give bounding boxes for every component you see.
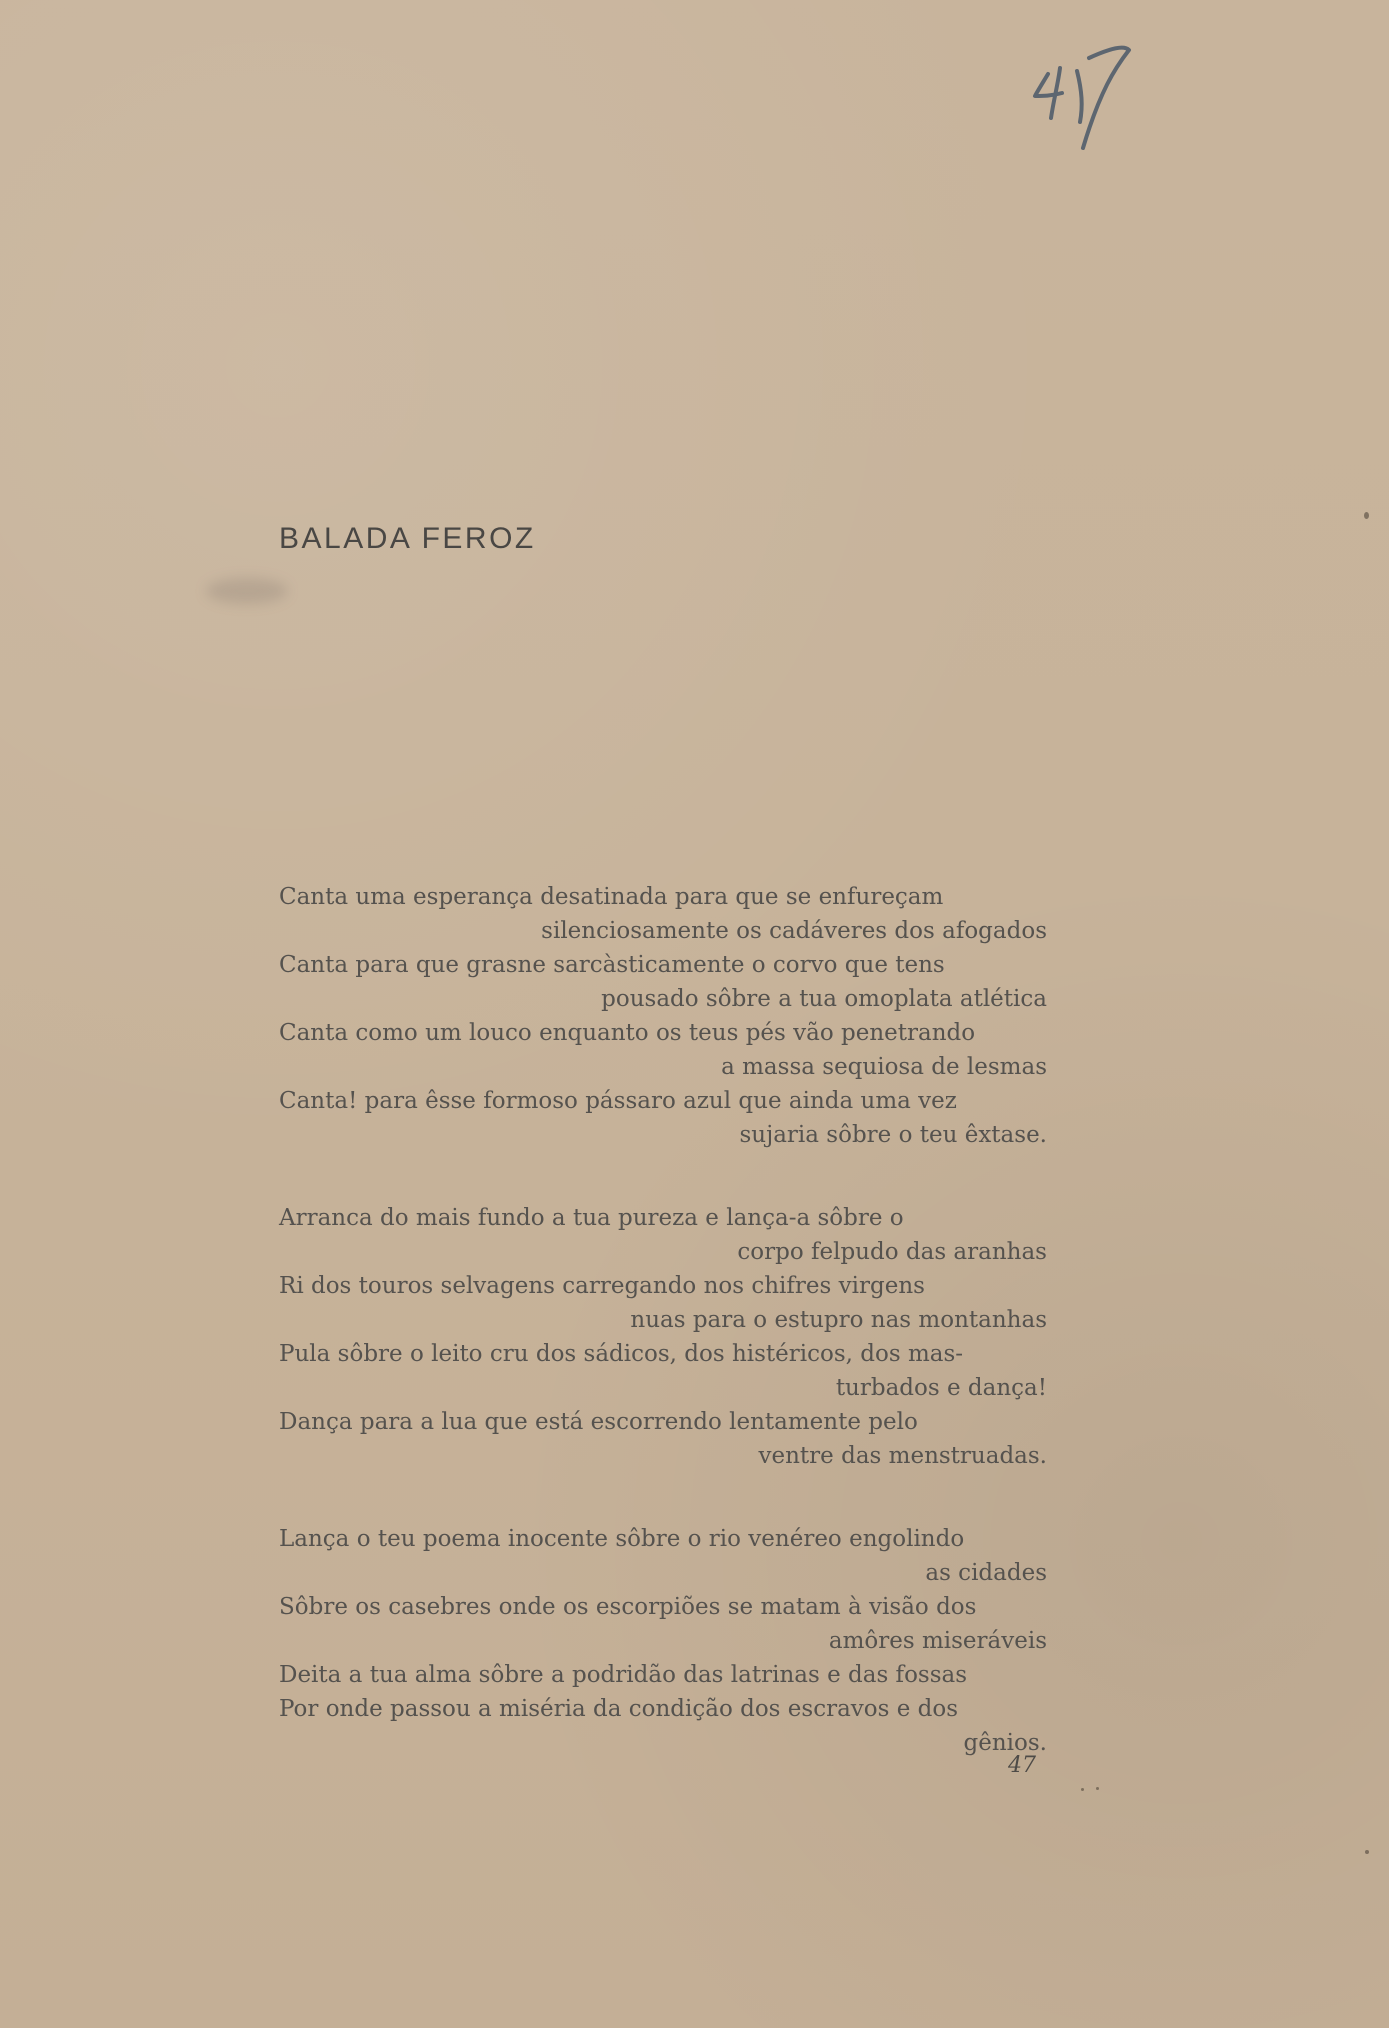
printed-page-number: 47 [1008, 1753, 1036, 1778]
poem-line: Lança o teu poema inocente sôbre o rio venéreo engolindo [279, 1526, 965, 1552]
poem-line: a massa sequiosa de lesmas [721, 1054, 1047, 1080]
poem-line: Pula sôbre o leito cru dos sádicos, dos histéricos, dos mas- [279, 1341, 964, 1367]
poem-stanza [279, 880, 1047, 1152]
poem-line: corpo felpudo das aranhas [737, 1239, 1047, 1265]
paper-speck [1096, 1787, 1099, 1790]
poem-line: sujaria sôbre o teu êxtase. [739, 1122, 1047, 1148]
poem-title: BALADA FEROZ [279, 522, 536, 555]
poem-line: Arranca do mais fundo a tua pureza e lança-a sôbre o [279, 1205, 904, 1231]
poem-line: Ri dos touros selvagens carregando nos chifres virgens [279, 1273, 925, 1299]
poem-line: Dança para a lua que está escorrendo lentamente pelo [279, 1409, 918, 1435]
poem-line: Sôbre os casebres onde os escorpiões se matam à visão dos [279, 1594, 977, 1620]
poem-stanza [279, 1522, 1047, 1760]
poem-line: nuas para o estupro nas montanhas [630, 1307, 1047, 1333]
handwritten-page-number-icon [1020, 40, 1180, 160]
paper-speck [1364, 512, 1369, 519]
poem-line: turbados e dança! [835, 1375, 1047, 1401]
page-smudge [206, 578, 288, 604]
poem-line: Por onde passou a miséria da condição dos escravos e dos [279, 1696, 959, 1722]
poem-line: Canta para que grasne sarcàsticamente o corvo que tens [279, 952, 945, 978]
paper-speck [1365, 1850, 1369, 1854]
poem-line: pousado sôbre a tua omoplata atlética [601, 986, 1047, 1012]
poem-stanza [279, 1201, 1047, 1473]
poem-line: silenciosamente os cadáveres dos afogados [541, 918, 1047, 944]
poem-line: Canta como um louco enquanto os teus pés vão penetrando [279, 1020, 976, 1046]
poem-line: gênios. [963, 1730, 1047, 1756]
poem-line: ventre das menstruadas. [758, 1443, 1047, 1469]
paper-speck [1081, 1788, 1084, 1791]
poem-line: as cidades [925, 1560, 1047, 1586]
poem-line: amôres miseráveis [828, 1628, 1047, 1654]
poem-line: Canta! para êsse formoso pássaro azul que ainda uma vez [279, 1088, 957, 1114]
poem-line: Canta uma esperança desatinada para que se enfureçam [279, 884, 944, 910]
poem-line: Deita a tua alma sôbre a podridão das latrinas e das fossas [279, 1662, 968, 1688]
